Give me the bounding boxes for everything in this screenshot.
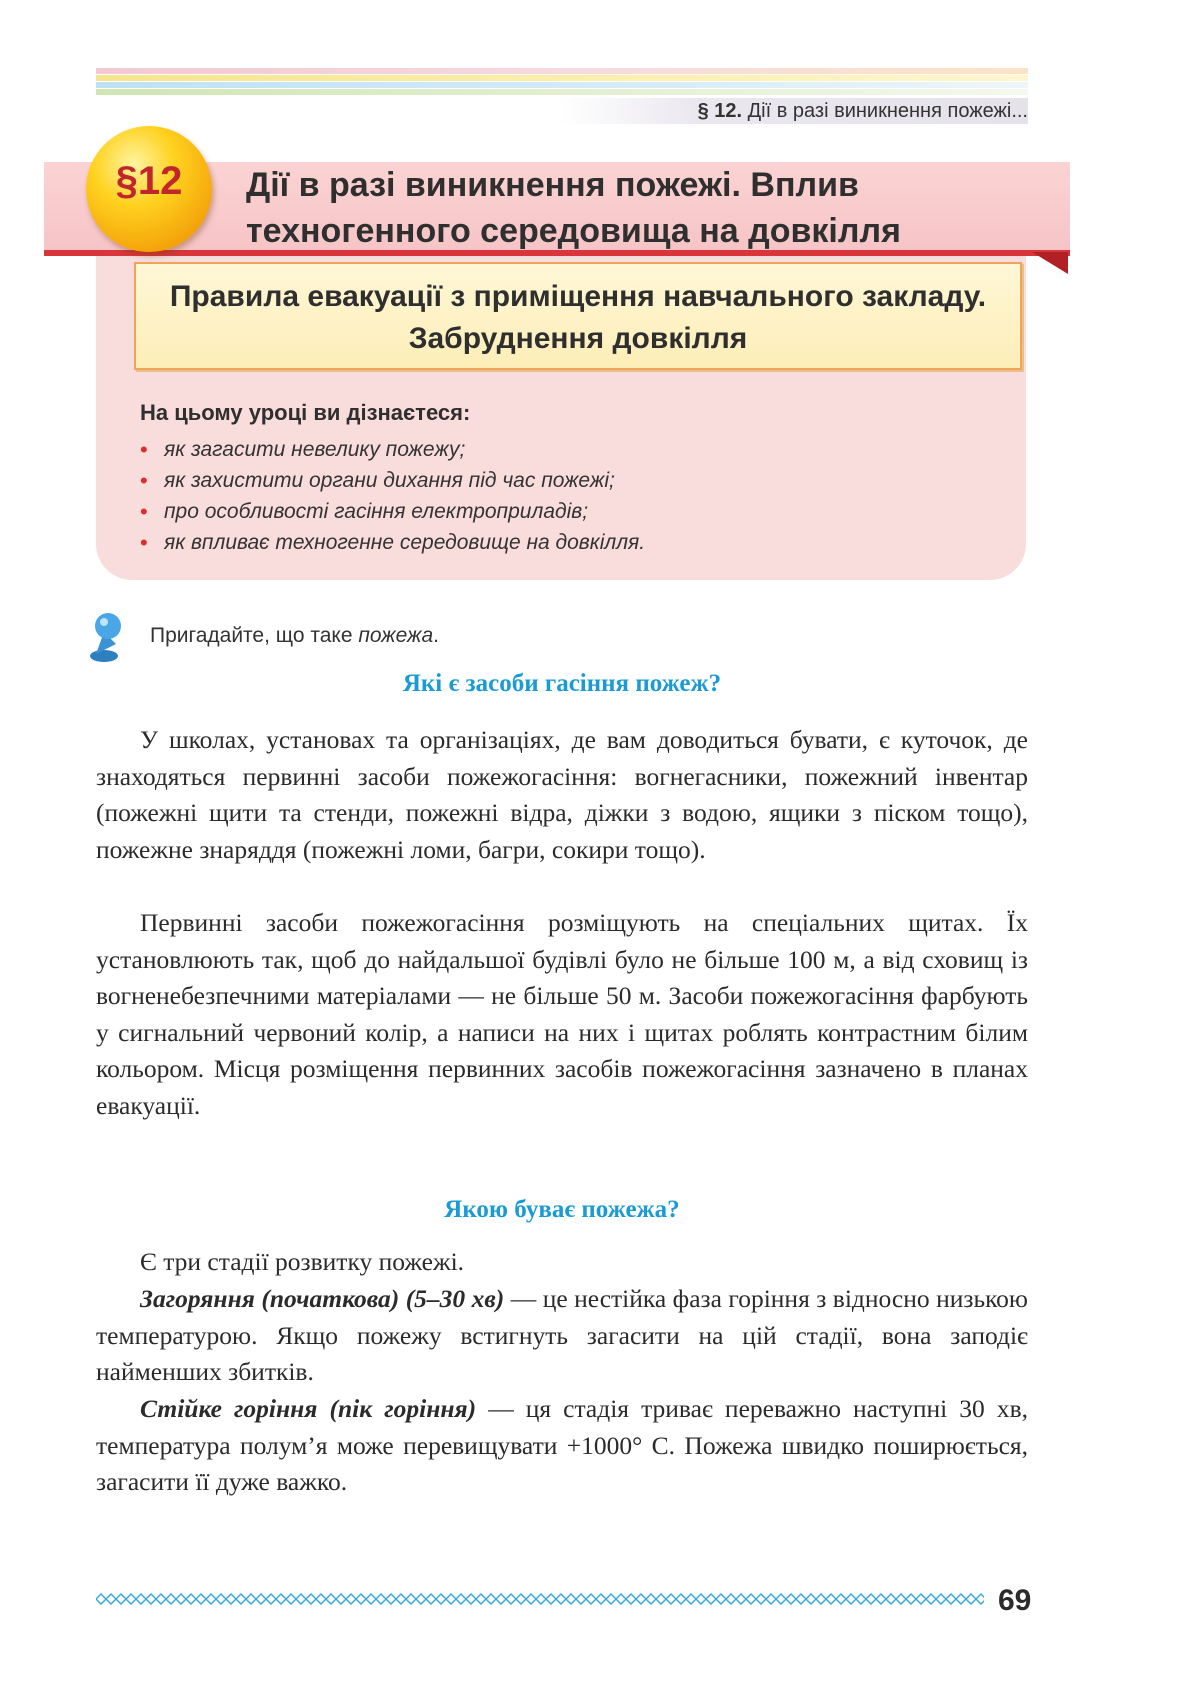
- list-item: • як загасити невелику пожежу;: [140, 434, 645, 465]
- objectives-list: [140, 434, 645, 558]
- running-head-text: Дії в разі виникнення пожежі...: [747, 100, 1028, 122]
- footer-decoration: [96, 1593, 984, 1605]
- pushpin-icon: [82, 610, 130, 664]
- header-stripes: [96, 68, 1028, 96]
- recall-prompt: Пригадайте, що таке пожежа.: [150, 624, 439, 647]
- paragraph-stage-steady: Стійке горіння (пік горіння) — ця стадія триває переважно наступні 30 хв, температура полум’я може перевищувати +1000° С. Пожежа швидко поширюється, загасити її дуже важко.: [96, 1394, 1029, 1497]
- running-head-number: § 12.: [697, 100, 743, 122]
- chapter-title: Дії в разі виникнення пожежі. Вплив техногенного середовища на довкілля: [246, 166, 901, 250]
- learn-heading: На цьому уроці ви дізнаєтеся:: [140, 400, 471, 425]
- list-item: • про особливості гасіння електроприладів;: [140, 496, 645, 527]
- paragraph: Первинні засоби пожежогасіння розміщують на спеціальних щитах. Їх установлюють так, щоб до найдальшої будівлі було не більше 100 м, а від сховищ із вогненебезпечними матеріалами — не більше 50 м. Засоби пожежогасіння фарбують у сигнальний червоний колір, а написи на них і щитах роблять контрастним білим кольором. Місця розміщення первинних засобів пожежогасіння зазначено в планах евакуації.: [96, 908, 1028, 1120]
- list-item: • як захистити органи дихання під час пожежі;: [140, 465, 645, 496]
- recall-term: пожежа: [358, 624, 434, 647]
- paragraph: Є три стадії розвитку пожежі.: [140, 1247, 465, 1276]
- lesson-subtitle: Правила евакуації з приміщення навчального закладу. Забруднення довкілля: [169, 280, 987, 355]
- section-badge-label: §12: [115, 158, 183, 203]
- section-heading: Які є засоби гасіння пожеж?: [402, 670, 722, 697]
- bullet-icon: •: [140, 499, 148, 524]
- bullet-icon: •: [140, 437, 148, 462]
- list-item: • як впливає техногенне середовище на довкілля.: [140, 527, 645, 558]
- section-heading: Якою буває пожежа?: [444, 1196, 680, 1223]
- paragraph: У школах, установах та організаціях, де вам доводиться бувати, є куточок, де знаходяться первинні засоби пожежогасіння: вогнегасники, пожежний інвентар (пожежні щити та стенди, пожежні відра, діжки з водою, ящики з піском тощо), пожежне знаряддя (пожежні ломи, багри, сокири тощо).: [96, 725, 1028, 864]
- page-number: 69: [998, 1584, 1032, 1617]
- title-notch: [1032, 252, 1068, 274]
- running-head: [560, 98, 1028, 124]
- paragraph-stage-ignition: Загоряння (початкова) (5–30 хв) — це нестійка фаза горіння з відносно низькою температурою. Якщо пожежу встигнуть загасити на цій стадії, вона заподіє найменших збитків.: [96, 1284, 1028, 1387]
- bullet-icon: •: [140, 468, 148, 493]
- term-ignition: Загоряння (початкова) (5–30 хв): [140, 1284, 505, 1313]
- section-badge: [86, 126, 212, 252]
- bullet-icon: •: [140, 530, 148, 555]
- lesson-subtitle-box: [134, 262, 1022, 370]
- term-steady-burning: Стійке горіння (пік горіння): [140, 1394, 477, 1423]
